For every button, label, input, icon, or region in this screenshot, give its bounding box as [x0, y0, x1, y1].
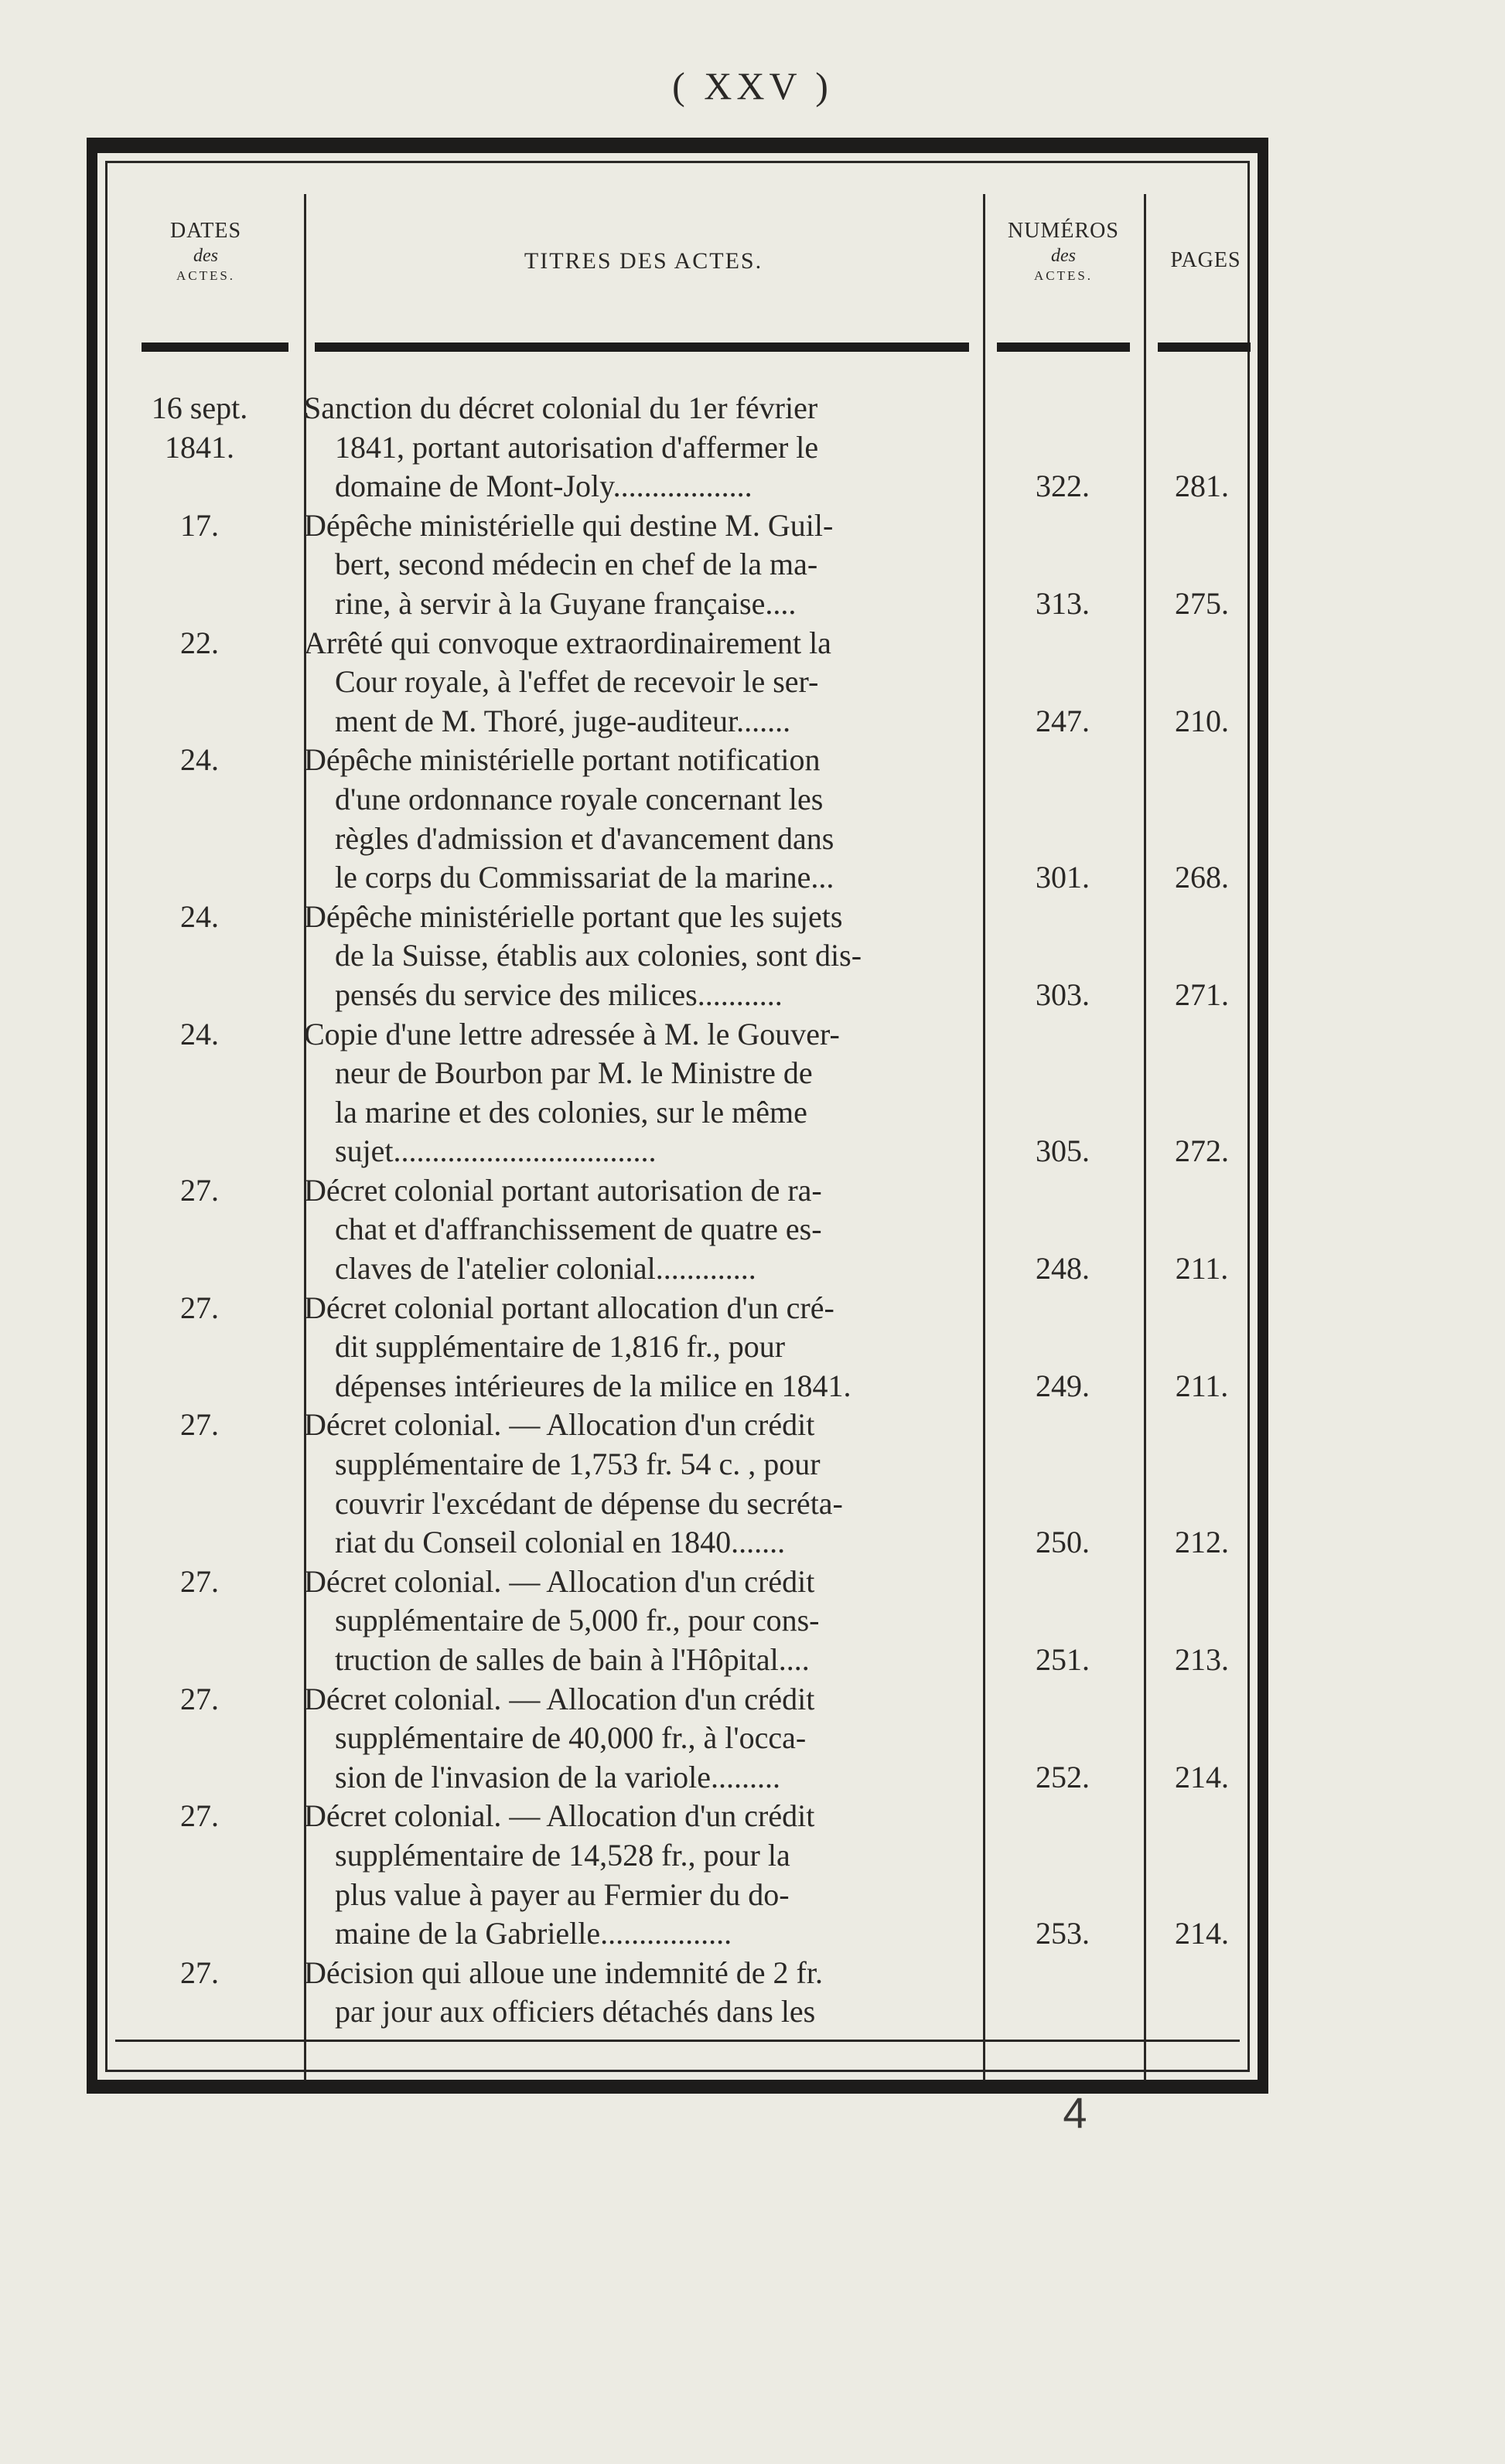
header-rule-dates: [142, 343, 288, 352]
entry-line: [108, 1523, 1268, 1563]
entry-title-line: Décret colonial portant allocation d'un cré-: [304, 1290, 834, 1325]
entry-number: 252.: [1036, 1759, 1090, 1794]
table-row: [108, 1289, 1268, 1406]
entry-number: 253.: [1036, 1916, 1090, 1951]
entry-line: [108, 1836, 1268, 1876]
entry-line: [108, 1992, 1268, 2032]
entry-title-line: le corps du Commissariat de la marine...: [335, 860, 834, 895]
entry-title-line: pensés du service des milices...........: [335, 976, 783, 1012]
entry-date: 24.: [180, 742, 219, 778]
entry-line: [108, 936, 1268, 976]
entry-page: 213.: [1175, 1642, 1229, 1677]
header-rule-titles: [315, 343, 969, 352]
signature-mark: 4: [1063, 2088, 1087, 2137]
entry-page: 211.: [1175, 1368, 1229, 1403]
entry-line: [108, 624, 1268, 663]
entry-number: 322.: [1036, 469, 1090, 504]
entry-date: 22.: [180, 625, 219, 660]
entry-title-line: Dépêche ministérielle qui destine M. Guil-: [304, 507, 834, 543]
entry-title-line: Décret colonial. — Allocation d'un crédit: [304, 1407, 815, 1443]
entry-title-line: Cour royale, à l'effet de recevoir le ser-: [335, 664, 819, 700]
entry-line: [108, 1797, 1268, 1836]
table-row: [108, 624, 1268, 741]
entry-title-line: par jour aux officiers détachés dans les: [335, 1994, 816, 2029]
entry-page: 275.: [1175, 585, 1229, 621]
entry-title-line: ment de M. Thoré, juge-auditeur.......: [335, 703, 791, 738]
entry-number: 303.: [1036, 976, 1090, 1012]
entry-line: [108, 506, 1268, 546]
header-numeros-line1: NUMÉROS: [1008, 219, 1119, 243]
entry-line: [108, 663, 1268, 702]
header-dates-line1: DATES: [169, 219, 242, 243]
entry-line: [108, 1015, 1268, 1055]
table-row: [108, 1680, 1268, 1798]
entry-line: [108, 428, 1268, 468]
header-numeros-line2: des: [1051, 246, 1076, 266]
entry-title-line: de la Suisse, établis aux colonies, sont dis-: [335, 938, 862, 973]
entry-line: [108, 1406, 1268, 1445]
entry-line: [108, 1093, 1268, 1133]
entry-title-line: Dépêche ministérielle portant que les sujets: [304, 898, 843, 934]
entry-title-line: claves de l'atelier colonial.............: [335, 1251, 756, 1287]
entry-date: 27.: [180, 1563, 219, 1599]
entry-title-line: supplémentaire de 1,753 fr. 54 c. , pour: [335, 1447, 821, 1482]
header-titles-text: TITRES DES ACTES.: [524, 248, 763, 274]
entry-title-line: maine de la Gabrielle.................: [335, 1916, 732, 1951]
header-numeros: [983, 217, 1144, 284]
entry-page: 210.: [1175, 703, 1229, 738]
entry-title-line: rine, à servir à la Guyane française....: [335, 585, 797, 621]
table-row: [108, 506, 1268, 624]
entry-title-line: Décret colonial. — Allocation d'un crédit: [304, 1681, 815, 1716]
entries-list: [108, 389, 1268, 2032]
entry-title-line: Décision qui alloue une indemnité de 2 fr.: [304, 1955, 823, 1990]
entry-page: 272.: [1175, 1133, 1229, 1169]
entry-date: 27.: [180, 1290, 219, 1325]
header-rule-pages: [1158, 343, 1251, 352]
entry-line: [108, 898, 1268, 937]
entry-line: [108, 1954, 1268, 1993]
entry-date: 16 sept.: [151, 390, 248, 425]
entry-title-line: chat et d'affranchissement de quatre es-: [335, 1212, 822, 1247]
table-frame: [87, 138, 1268, 2094]
entry-page: 271.: [1175, 976, 1229, 1012]
entry-date: 24.: [180, 898, 219, 934]
entry-title-line: la marine et des colonies, sur le même: [335, 1094, 807, 1130]
header-rule-numbers: [997, 343, 1130, 352]
entry-title-line: truction de salles de bain à l'Hôpital....: [335, 1642, 810, 1677]
entry-line: [108, 1680, 1268, 1719]
entry-title-line: riat du Conseil colonial en 1840.......: [335, 1525, 786, 1560]
entry-line: [108, 1563, 1268, 1602]
entry-number: 247.: [1036, 703, 1090, 738]
entry-line: [108, 389, 1268, 428]
entry-line: [108, 1758, 1268, 1798]
entry-title-line: sion de l'invasion de la variole.........: [335, 1759, 780, 1794]
header-pages: [1144, 247, 1268, 274]
entry-title-line: couvrir l'excédant de dépense du secréta-: [335, 1485, 843, 1521]
entry-title-line: d'une ordonnance royale concernant les: [335, 781, 824, 816]
entry-number: 251.: [1036, 1642, 1090, 1677]
entry-title-line: 1841, portant autorisation d'affermer le: [335, 429, 819, 465]
entry-date: 27.: [180, 1681, 219, 1716]
entry-line: [108, 741, 1268, 780]
header-dates-line3: ACTES.: [176, 268, 236, 283]
table-row: [108, 1406, 1268, 1562]
entry-title-line: dépenses intérieures de la milice en 1841.: [335, 1368, 851, 1403]
header-pages-text: PAGES: [1170, 248, 1241, 272]
header-titles: [304, 247, 983, 276]
entry-line: [108, 1876, 1268, 1915]
entry-line: [108, 1601, 1268, 1641]
entry-title-line: dit supplémentaire de 1,816 fr., pour: [335, 1329, 786, 1365]
table-row: [108, 389, 1268, 506]
entry-date: 27.: [180, 1798, 219, 1834]
entry-title-line: règles d'admission et d'avancement dans: [335, 820, 834, 856]
entry-line: [108, 1171, 1268, 1211]
entry-title-line: Sanction du décret colonial du 1er février: [304, 390, 818, 425]
entry-title-line: Dépêche ministérielle portant notification: [304, 742, 821, 778]
entry-page: 281.: [1175, 469, 1229, 504]
entry-line: [108, 820, 1268, 859]
table-row: [108, 1563, 1268, 1680]
entry-line: [108, 584, 1268, 624]
entry-line: [108, 1914, 1268, 1954]
entry-line: [108, 1132, 1268, 1171]
entry-line: [108, 1484, 1268, 1524]
table-bottom-rule: [115, 2040, 1240, 2042]
entry-title-line: Décret colonial portant autorisation de ra-: [304, 1172, 822, 1208]
entry-title-line: supplémentaire de 5,000 fr., pour cons-: [335, 1603, 820, 1638]
header-dates: [108, 217, 304, 284]
entry-title-line: supplémentaire de 40,000 fr., à l'occa-: [335, 1720, 807, 1756]
entry-line: [108, 858, 1268, 898]
table-row: [108, 898, 1268, 1015]
entry-page: 214.: [1175, 1916, 1229, 1951]
header-dates-line2: des: [193, 246, 218, 266]
entry-date: 27.: [180, 1955, 219, 1990]
entry-number: 250.: [1036, 1525, 1090, 1560]
entry-line: [108, 545, 1268, 584]
entry-title-line: Copie d'une lettre adressée à M. le Gouver-: [304, 1016, 840, 1051]
entry-page: 214.: [1175, 1759, 1229, 1794]
entry-line: [108, 1445, 1268, 1484]
table-row: [108, 1171, 1268, 1289]
page-number: ( XXV ): [672, 64, 833, 107]
entry-line: [108, 1249, 1268, 1289]
table-row: [108, 1954, 1268, 2032]
entry-title-line: Décret colonial. — Allocation d'un crédit: [304, 1798, 815, 1834]
table-row: [108, 1015, 1268, 1171]
entry-number: 313.: [1036, 585, 1090, 621]
entry-line: [108, 1327, 1268, 1367]
entry-line: [108, 1289, 1268, 1328]
entry-title-line: Décret colonial. — Allocation d'un crédit: [304, 1563, 815, 1599]
entry-line: [108, 1719, 1268, 1758]
entry-line: [108, 780, 1268, 820]
entry-line: [108, 1054, 1268, 1093]
entry-line: [108, 702, 1268, 741]
entry-page: 212.: [1175, 1525, 1229, 1560]
entry-title-line: supplémentaire de 14,528 fr., pour la: [335, 1837, 790, 1873]
entry-number: 248.: [1036, 1251, 1090, 1287]
entry-title-line: Arrêté qui convoque extraordinairement la: [304, 625, 831, 660]
table-row: [108, 1797, 1268, 1953]
entry-page: 268.: [1175, 860, 1229, 895]
table-row: [108, 741, 1268, 897]
header-numeros-line3: ACTES.: [1033, 268, 1094, 283]
entry-date: 24.: [180, 1016, 219, 1051]
entry-number: 305.: [1036, 1133, 1090, 1169]
entry-title-line: plus value à payer au Fermier du do-: [335, 1876, 790, 1912]
entry-line: [108, 1367, 1268, 1406]
entry-date: 27.: [180, 1172, 219, 1208]
entry-line: [108, 976, 1268, 1015]
entry-date: 1841.: [165, 429, 234, 465]
entry-title-line: neur de Bourbon par M. le Ministre de: [335, 1055, 813, 1091]
entry-line: [108, 1210, 1268, 1249]
entry-date: 27.: [180, 1407, 219, 1443]
entry-title-line: bert, second médecin en chef de la ma-: [335, 547, 818, 582]
entry-page: 211.: [1175, 1251, 1229, 1287]
entry-line: [108, 1641, 1268, 1680]
entry-title-line: sujet..................................: [335, 1133, 657, 1169]
entry-number: 249.: [1036, 1368, 1090, 1403]
entry-title-line: domaine de Mont-Joly..................: [335, 469, 752, 504]
entry-number: 301.: [1036, 860, 1090, 895]
entry-date: 17.: [180, 507, 219, 543]
table-inner-border: [105, 161, 1250, 2072]
entry-line: [108, 467, 1268, 506]
